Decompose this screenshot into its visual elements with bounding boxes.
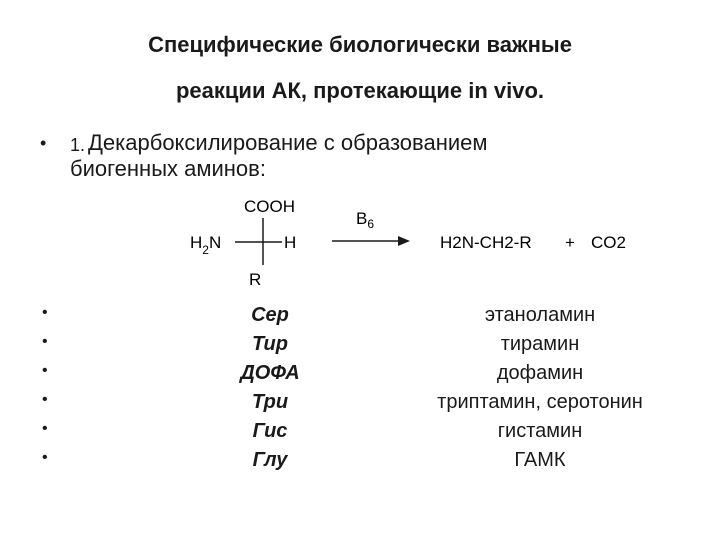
amino-acid: Гис [252,420,288,442]
biogenic-amine: тирамин [500,333,580,355]
biogenic-amine: гистамин [497,420,583,442]
bullet-dot: • [42,391,48,408]
list-item [0,420,720,448]
list-item [0,333,720,361]
bullet-dot: • [42,449,48,466]
point-number: 1. [70,135,86,155]
amino-acid: Тир [252,333,288,355]
point-text-line-1: Декарбоксилирование с образованием [88,130,488,155]
product-amine: H2N-CH2-R [440,233,532,252]
bullet-dot: • [42,304,48,321]
point-text-line-2: биогенных аминов: [70,156,266,181]
amino-acid: Три [251,391,289,413]
radical-r: R [249,270,262,289]
slide-title-line-2: реакции АК, протекающие in vivo. [175,78,545,103]
list-item [0,391,720,419]
list-item [0,449,720,477]
decarboxylation-reaction [180,190,680,290]
amino-acid: ДОФА [240,362,300,384]
biogenic-amine: ГАМК [514,449,566,471]
amino-acid: Глу [252,449,288,471]
biogenic-amine: этаноламин [484,304,596,326]
hydrogen-right: H [284,233,297,252]
carboxyl-group: COOH [244,197,295,216]
list-item [0,362,720,390]
bullet-dot: • [42,362,48,379]
biogenic-amine: дофамин [496,362,584,384]
reaction-arrow-head [398,236,410,246]
biogenic-amine: триптамин, серотонин [437,391,643,413]
plus-sign: + [565,233,575,252]
amino-group: $H_2N$ [190,233,222,257]
catalyst-label: $B_6$ [356,209,375,231]
bullet-dot: • [42,333,48,350]
slide-title-line-1: Специфические биологически важные [148,32,572,57]
bullet-dot: • [42,420,48,437]
list-item [0,304,720,332]
carbon-dioxide: CO2 [591,233,626,252]
bullet-dot: • [40,133,47,153]
amino-acid: Сер [251,304,289,326]
